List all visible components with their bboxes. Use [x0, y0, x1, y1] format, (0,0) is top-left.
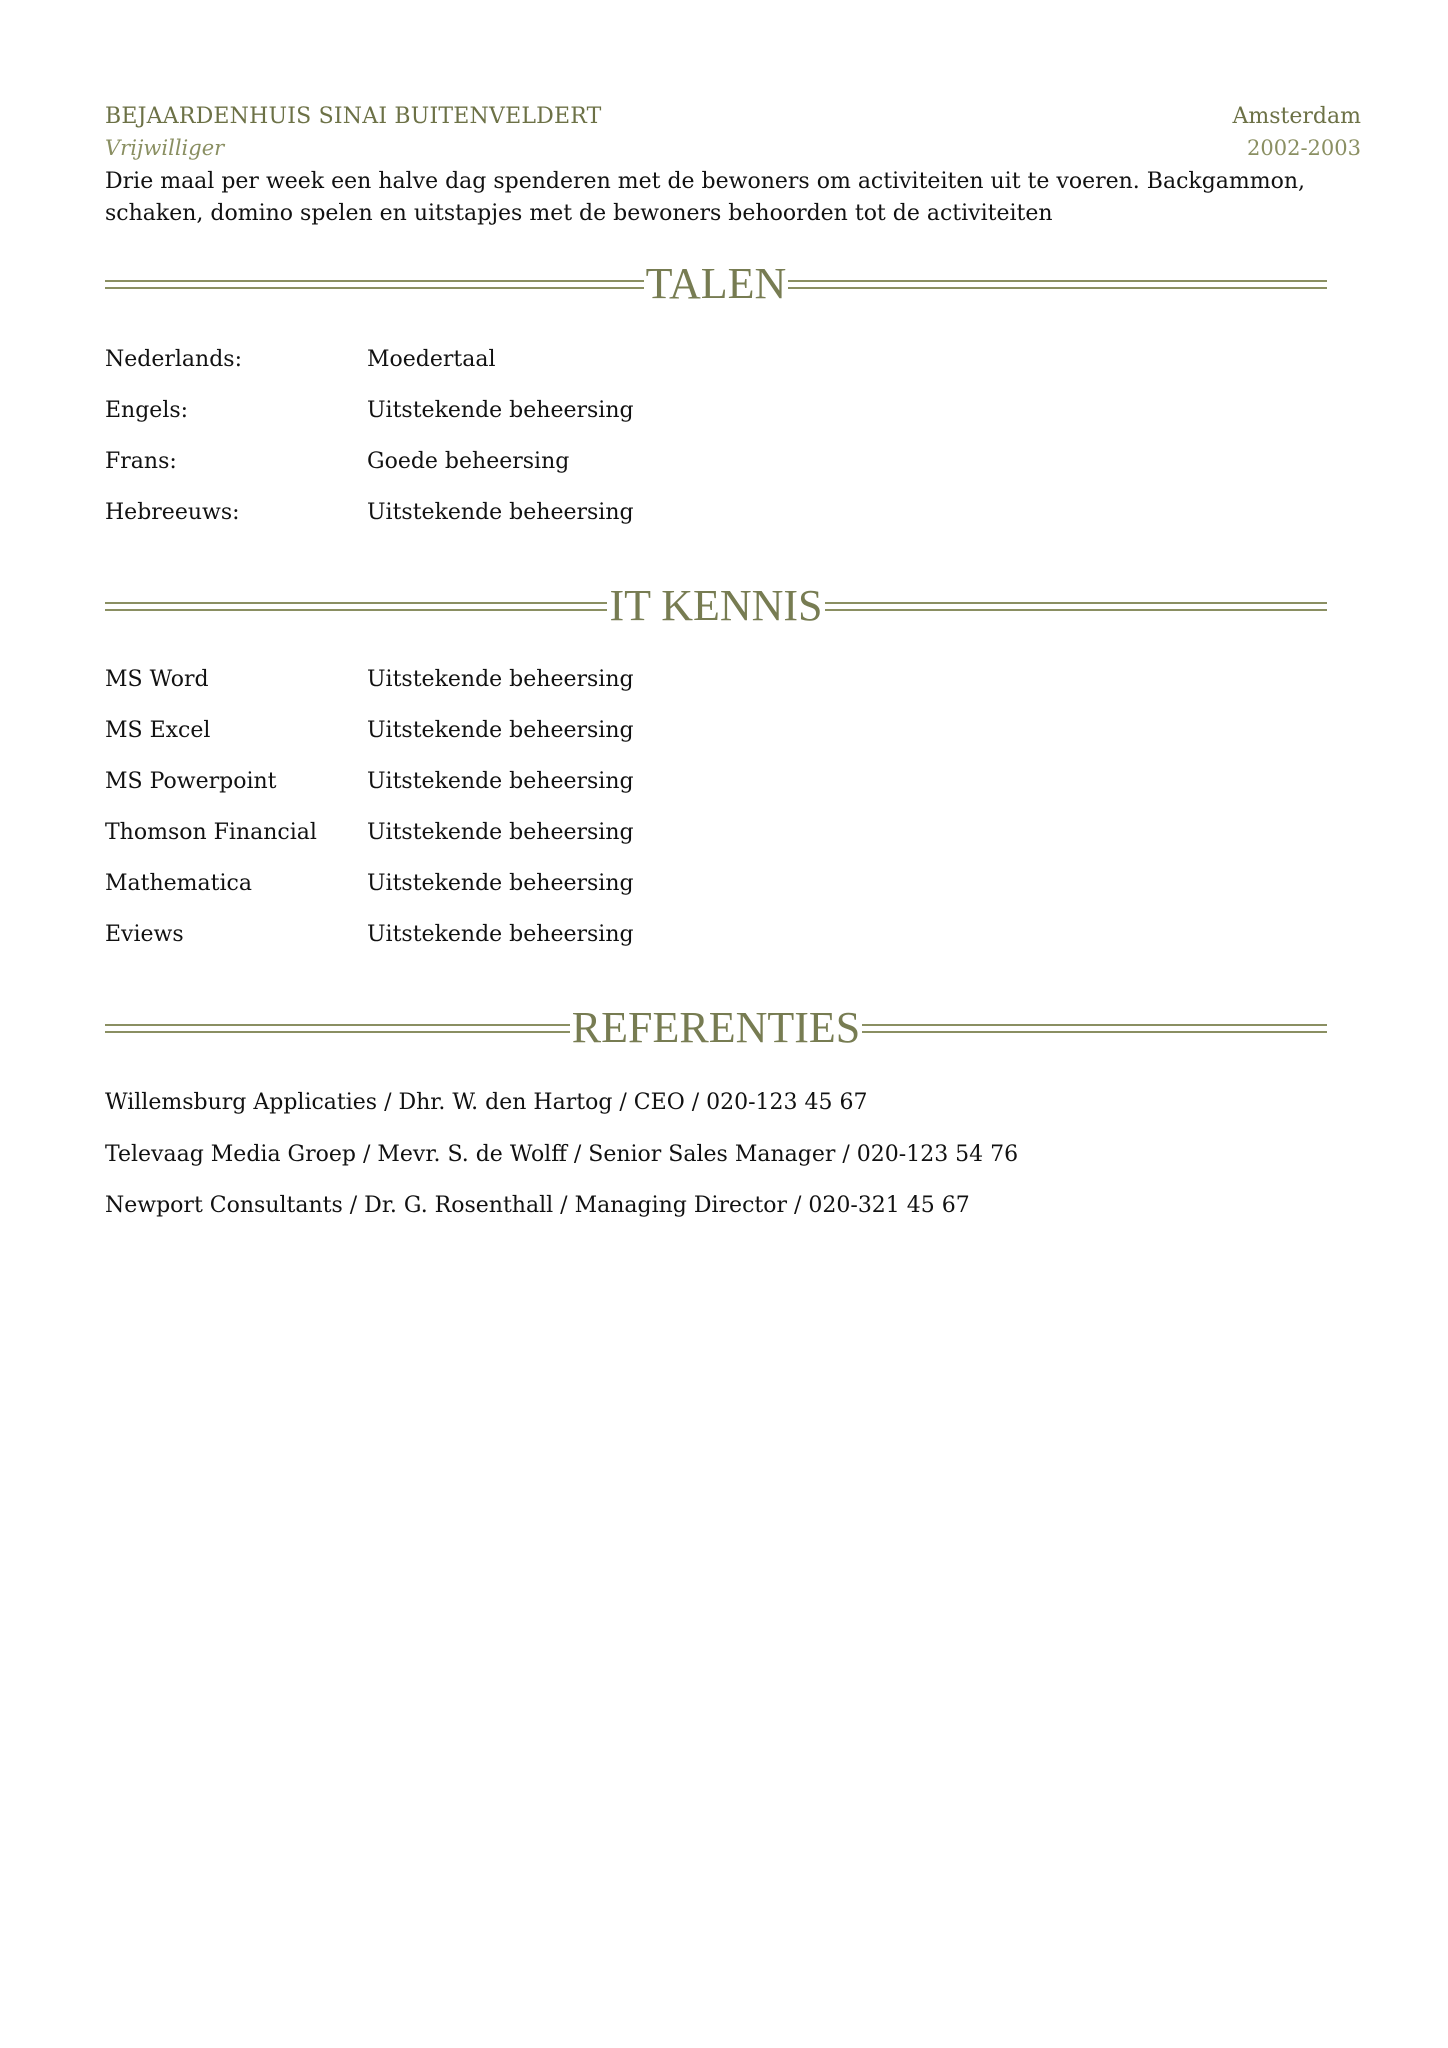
job-role: Vrijwilliger	[105, 136, 225, 160]
language-row	[105, 487, 1005, 538]
it-skills-list	[105, 654, 1005, 960]
skill-row	[105, 807, 1005, 858]
divider-left	[105, 1024, 570, 1033]
job-city: Amsterdam	[1232, 104, 1361, 129]
divider-left	[105, 602, 607, 611]
language-level: Moedertaal	[367, 347, 496, 372]
skill-row	[105, 858, 1005, 909]
job-entry	[105, 104, 1361, 230]
skill-name: Mathematica	[105, 871, 252, 896]
skill-name: MS Excel	[105, 718, 211, 743]
skill-row	[105, 756, 1005, 807]
skill-name: MS Powerpoint	[105, 769, 277, 794]
skill-row	[105, 654, 1005, 705]
divider-right	[862, 1024, 1327, 1033]
divider-right	[825, 602, 1327, 611]
skill-level: Uitstekende beheersing	[367, 820, 634, 845]
job-years: 2002-2003	[1247, 136, 1361, 160]
skill-name: Eviews	[105, 922, 184, 947]
language-level: Uitstekende beheersing	[367, 398, 634, 423]
language-level: Goede beheersing	[367, 449, 570, 474]
skill-row	[105, 909, 1005, 960]
skill-row	[105, 705, 1005, 756]
section-header-referenties	[105, 1003, 1327, 1053]
skill-level: Uitstekende beheersing	[367, 718, 634, 743]
reference-item: Televaag Media Groep / Mevr. S. de Wolff / Senior Sales Manager / 020-123 54 76	[105, 1141, 1019, 1167]
languages-list	[105, 334, 1005, 538]
section-title-it: IT KENNIS	[609, 581, 823, 630]
job-header	[105, 104, 1361, 136]
skill-level: Uitstekende beheersing	[367, 922, 634, 947]
language-name: Nederlands:	[105, 347, 242, 372]
job-organization: BEJAARDENHUIS SINAI BUITENVELDERT	[105, 104, 602, 129]
language-name: Engels:	[105, 398, 189, 423]
language-row	[105, 436, 1005, 487]
section-title-referenties: REFERENTIES	[571, 1003, 861, 1052]
language-level: Uitstekende beheersing	[367, 500, 634, 525]
reference-item: Newport Consultants / Dr. G. Rosenthall / Managing Director / 020-321 45 67	[105, 1193, 970, 1219]
language-row	[105, 334, 1005, 385]
skill-name: Thomson Financial	[105, 820, 317, 845]
job-subheader	[105, 136, 1361, 166]
language-row	[105, 385, 1005, 436]
section-title-talen: TALEN	[645, 259, 787, 308]
divider-left	[105, 280, 644, 289]
skill-level: Uitstekende beheersing	[367, 769, 634, 794]
references-list	[105, 1077, 1305, 1232]
section-header-it	[105, 581, 1327, 631]
skill-level: Uitstekende beheersing	[367, 871, 634, 896]
skill-level: Uitstekende beheersing	[367, 667, 634, 692]
language-name: Frans:	[105, 449, 177, 474]
reference-item: Willemsburg Applicaties / Dhr. W. den Hartog / CEO / 020-123 45 67	[105, 1090, 868, 1116]
divider-right	[788, 280, 1327, 289]
job-description: Drie maal per week een halve dag spenderen met de bewoners om activiteiten uit te voeren. Backgammon, schaken, domino spelen en uitstapjes met de bewoners behoorden tot de activiteiten	[105, 169, 1306, 226]
section-header-talen	[105, 259, 1327, 309]
language-name: Hebreeuws:	[105, 500, 240, 525]
skill-name: MS Word	[105, 667, 209, 692]
